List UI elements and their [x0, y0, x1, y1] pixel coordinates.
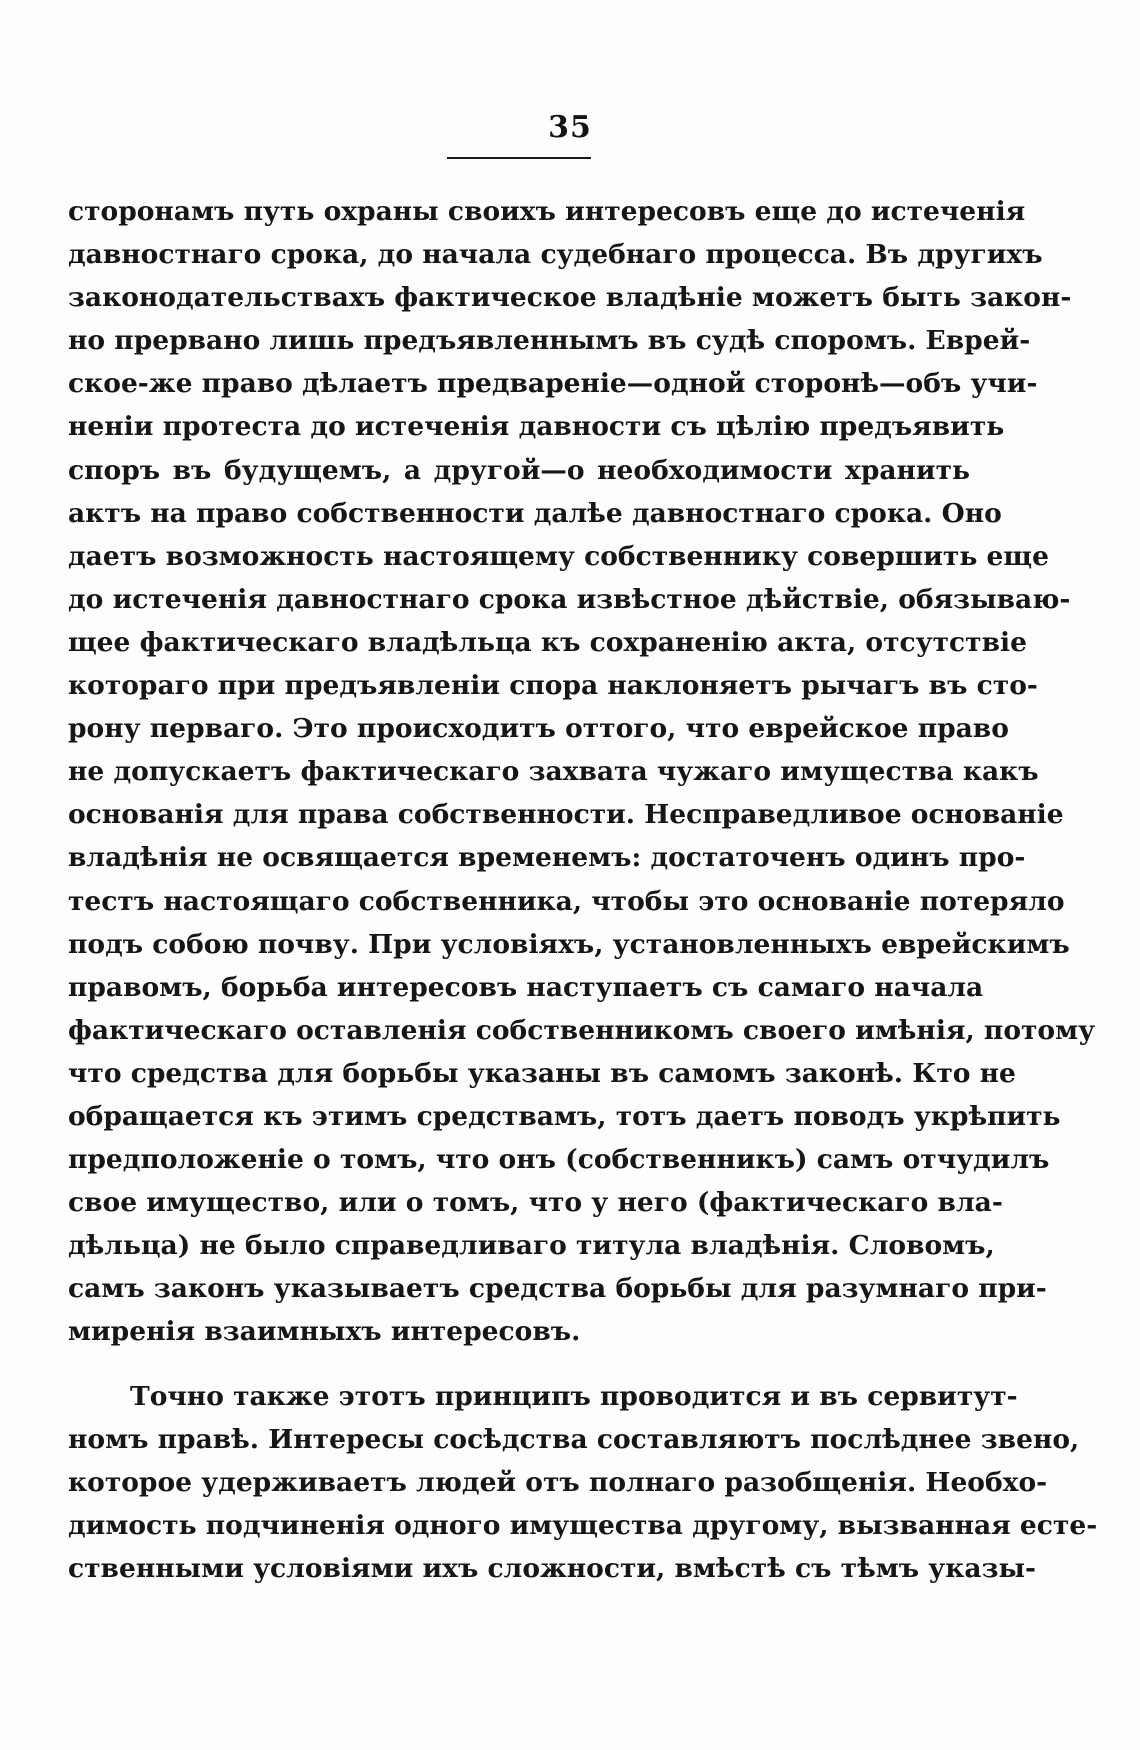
body-text: [68, 190, 1098, 1590]
text-line: давностнаго срока, до начала судебнаго процесса. Въ другихъ: [68, 239, 1043, 271]
text-line: котораго при предъявленіи спора наклоняетъ рычагъ въ сто-: [68, 670, 1038, 702]
text-line: подъ собою почву. При условіяхъ, установленныхъ еврейскимъ: [68, 928, 1070, 960]
paragraph: [68, 190, 1096, 1354]
text-line: актъ на право собственности далѣе давностнаго срока. Оно: [68, 497, 1002, 529]
text-line: щее фактическаго владѣльца къ сохраненію акта, отсутствіе: [68, 626, 1027, 658]
text-line: основанія для права собственности. Несправедливое основаніе: [68, 799, 1064, 831]
text-line: тестъ настоящаго собственника, чтобы это основаніе потеряло: [68, 885, 1065, 917]
text-line: предположеніе о томъ, что онъ (собственникъ) самъ отчудилъ: [68, 1144, 1050, 1176]
text-line: ское-же право дѣлаетъ предвареніе—одной сторонѣ—объ учи-: [68, 368, 1038, 400]
text-line: ственными условіями ихъ сложности, вмѣстѣ съ тѣмъ указы-: [68, 1552, 1037, 1584]
text-line: самъ законъ указываетъ средства борьбы для разумнаго при-: [68, 1273, 1047, 1305]
paragraph-gap: [68, 1354, 970, 1375]
text-line: законодательствахъ фактическое владѣніе можетъ быть закон-: [68, 282, 1072, 314]
text-line: до истеченія давностнаго срока извѣстное дѣйствіе, обязываю-: [68, 583, 1071, 615]
text-line: Точно также этотъ принципъ проводится и въ сервитут-: [130, 1380, 1018, 1412]
paragraph: [68, 1375, 1098, 1590]
text-line: неніи протеста до истеченія давности съ цѣлію предъявить: [68, 411, 1005, 443]
text-line: дѣльца) не было справедливаго титула владѣнія. Словомъ,: [68, 1230, 995, 1262]
header-rule: [447, 157, 591, 159]
page-number: 35: [548, 110, 592, 145]
text-line: миренія взаимныхъ интересовъ.: [68, 1316, 581, 1348]
text-line: правомъ, борьба интересовъ наступаетъ съ самаго начала: [68, 971, 984, 1003]
text-line: не допускаетъ фактическаго захвата чужаго имущества какъ: [68, 756, 1039, 788]
text-line: но прервано лишь предъявленнымъ въ судѣ споромъ. Еврей-: [68, 325, 1031, 357]
text-line: сторонамъ путь охраны своихъ интересовъ еще до истеченія: [68, 196, 1026, 227]
text-line: что средства для борьбы указаны въ самомъ законѣ. Кто не: [68, 1057, 1016, 1089]
text-line: споръ въ будущемъ, а другой—о необходимости хранить: [68, 454, 970, 486]
text-line: димость подчиненія одного имущества другому, вызванная есте-: [68, 1509, 1098, 1541]
text-line: владѣнія не освящается временемъ: достаточенъ одинъ про-: [68, 842, 1026, 874]
text-line: обращается къ этимъ средствамъ, тотъ даетъ поводъ укрѣпить: [68, 1100, 1061, 1132]
text-line: фактическаго оставленія собственникомъ своего имѣнія, потому: [68, 1014, 1096, 1046]
text-line: которое удерживаетъ людей отъ полнаго разобщенія. Необхо-: [68, 1466, 1048, 1498]
text-line: даетъ возможность настоящему собственнику совершить еще: [68, 540, 1049, 572]
text-line: рону перваго. Это происходитъ оттого, что еврейское право: [68, 713, 1009, 745]
text-line: свое имущество, или о томъ, что у него (фактическаго вла-: [68, 1187, 1003, 1219]
text-line: номъ правѣ. Интересы сосѣдства составляютъ послѣднее звено,: [68, 1423, 1080, 1455]
